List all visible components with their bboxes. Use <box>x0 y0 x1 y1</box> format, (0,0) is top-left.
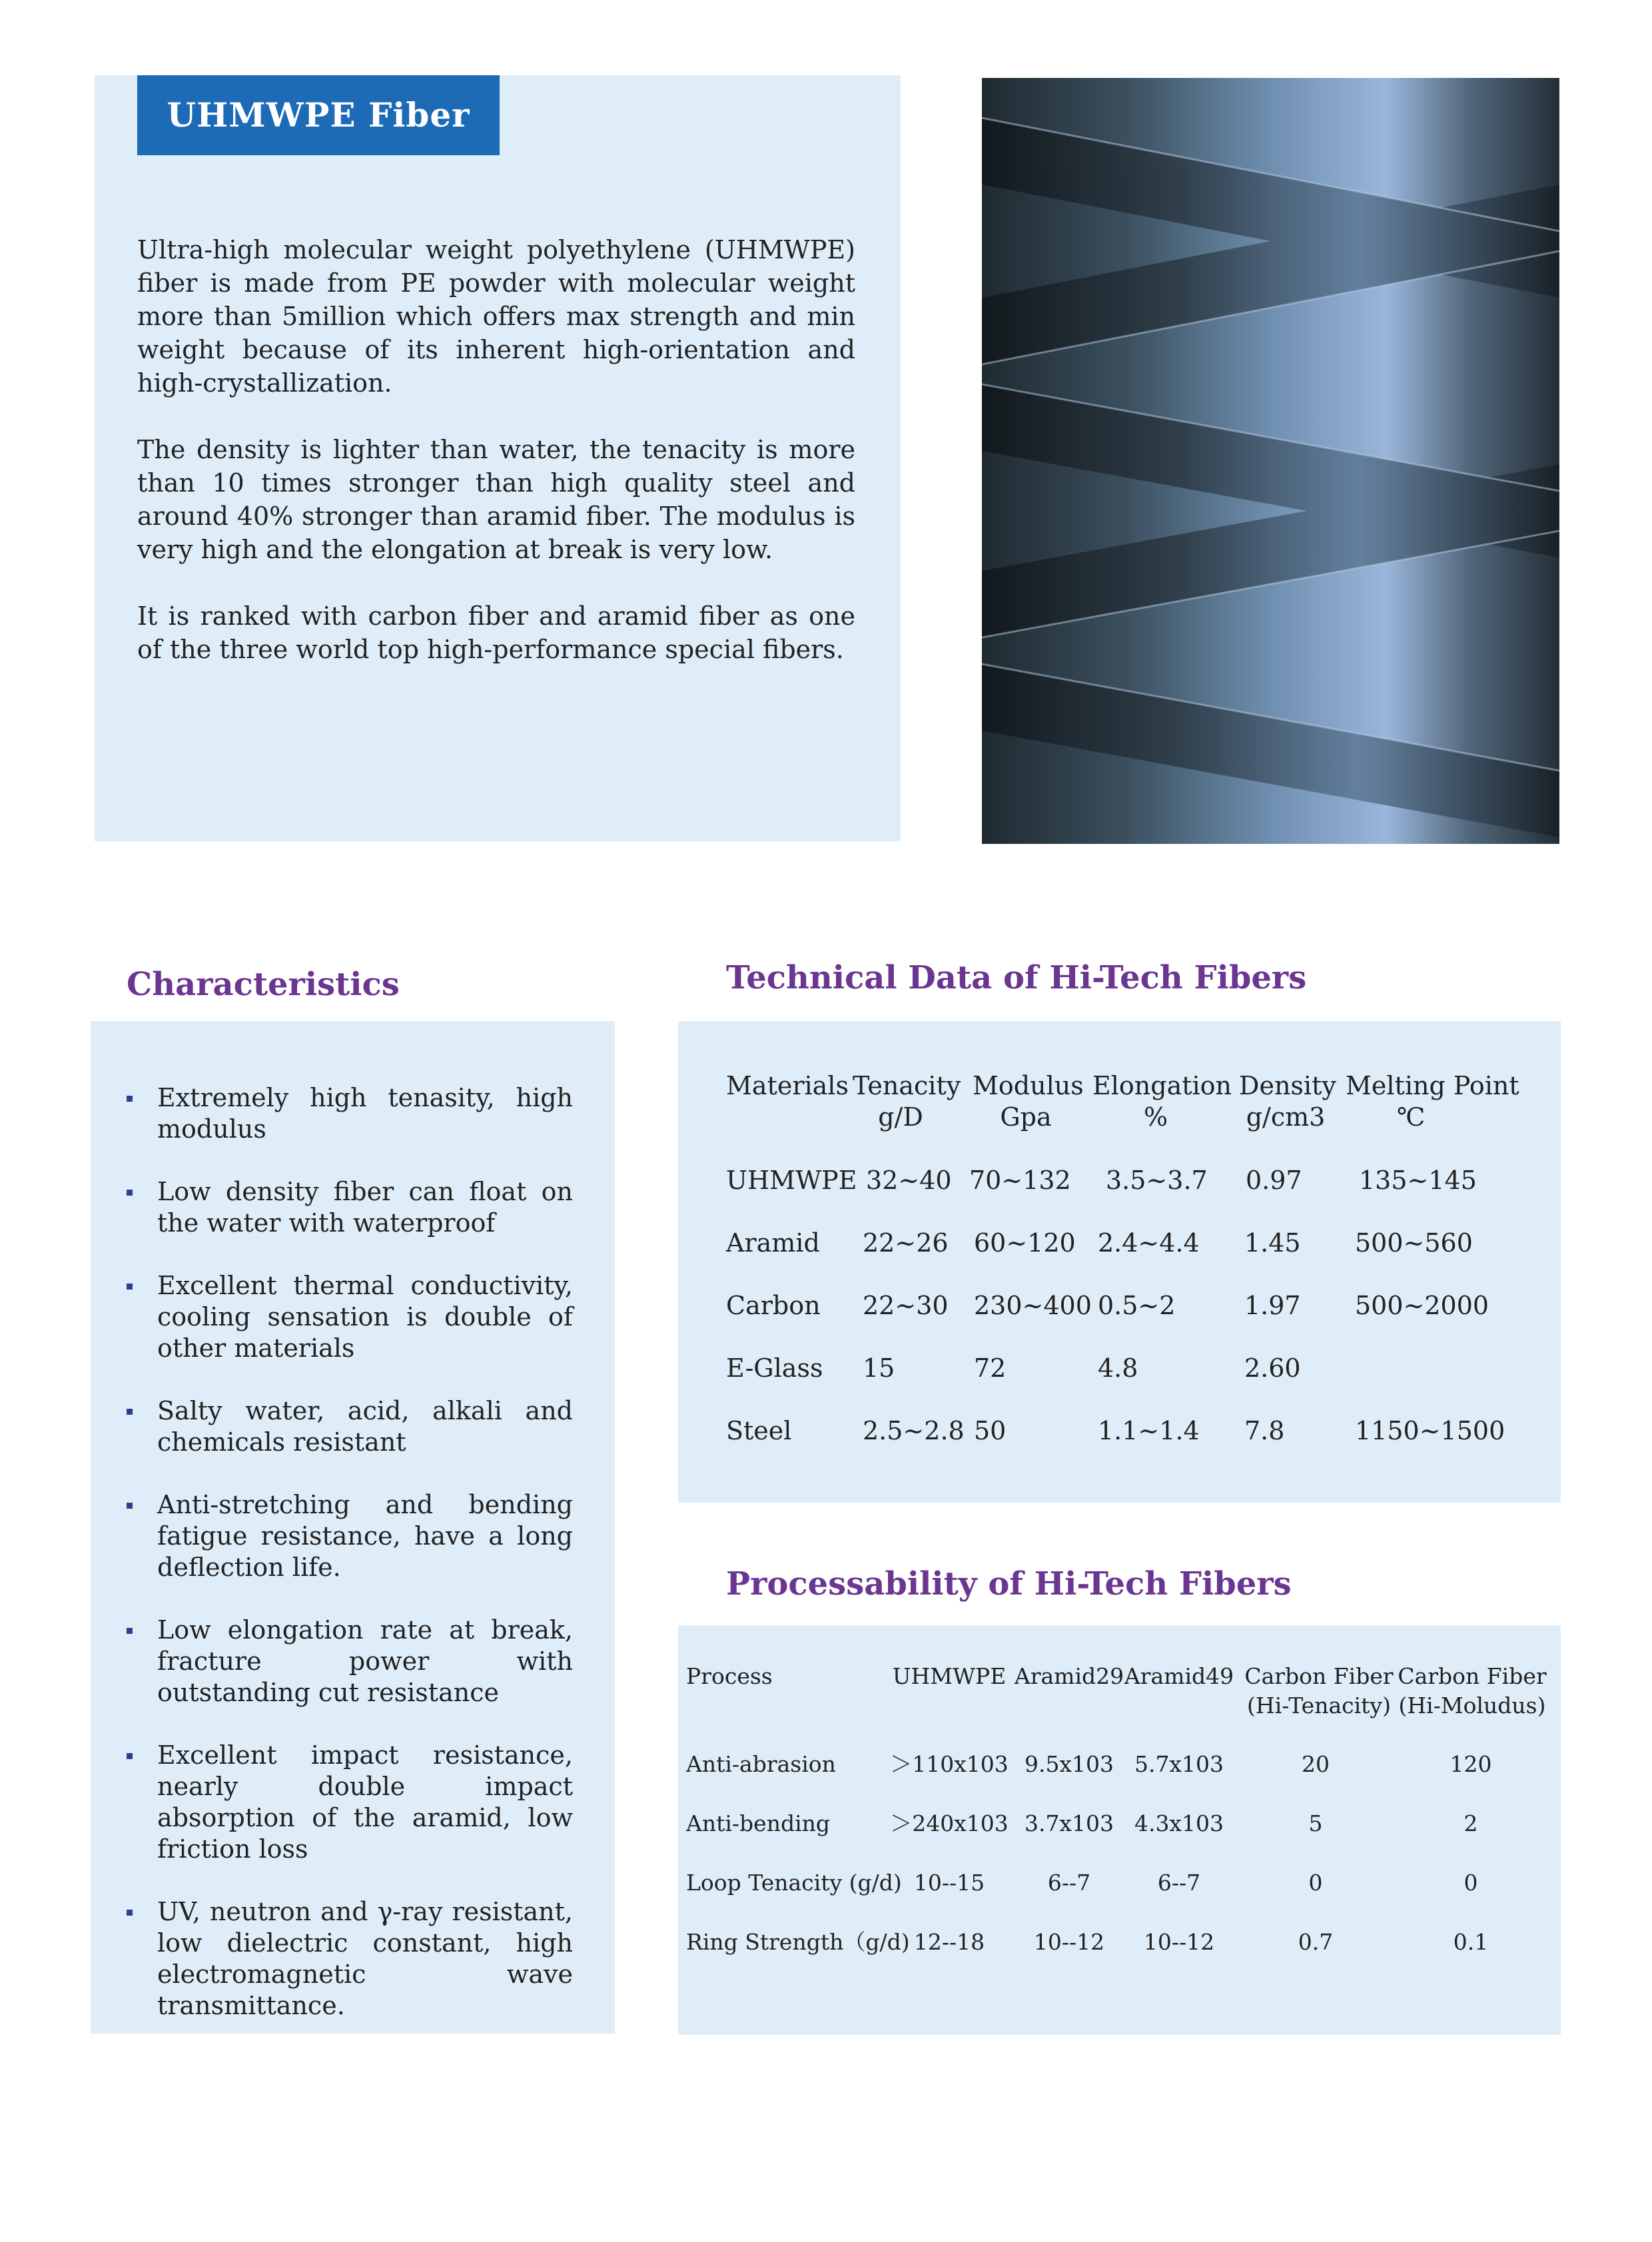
table-cell: 4.8 <box>1098 1353 1138 1383</box>
list-item <box>127 1176 573 1239</box>
table-header-unit: g/D <box>878 1102 923 1132</box>
table-header: Materials <box>726 1071 849 1100</box>
table-cell: 0 <box>1308 1870 1323 1896</box>
list-item-text: Extremely high tenasity, high modulus <box>157 1083 573 1144</box>
table-row-label: Anti-abrasion <box>686 1751 836 1777</box>
bullet-icon <box>127 1753 133 1759</box>
table-cell: 230~400 <box>974 1291 1092 1320</box>
list-item-text: Low elongation rate at break, fracture power with outstanding cut resistance <box>157 1615 573 1707</box>
table-cell: 0.5~2 <box>1098 1291 1176 1320</box>
table-cell: 6--7 <box>1047 1870 1091 1896</box>
bullet-icon <box>127 1409 133 1415</box>
table-cell: 15 <box>863 1353 895 1383</box>
table-cell: 1.97 <box>1244 1291 1301 1320</box>
table-header: Elongation <box>1092 1071 1232 1100</box>
list-item-text: Excellent thermal conductivity, cooling sensation is double of other materials <box>157 1271 573 1363</box>
table-row-label: Ring Strength（g/d) <box>686 1929 910 1955</box>
list-item-text: Excellent impact resistance, nearly double impact absorption of the aramid, low friction loss <box>157 1740 573 1864</box>
bullet-icon <box>127 1503 133 1509</box>
table-cell: 1.1~1.4 <box>1098 1416 1200 1445</box>
processability-heading: Processability of Hi-Tech Fibers <box>726 1565 1292 1603</box>
table-header-unit: g/cm3 <box>1246 1102 1326 1132</box>
table-header: Aramid49 <box>1124 1663 1234 1689</box>
intro-text <box>137 233 855 699</box>
intro-paragraph: It is ranked with carbon fiber and aramid fiber as one of the three world top high-performance special fibers. <box>137 601 855 664</box>
table-cell: 2.4~4.4 <box>1098 1228 1200 1258</box>
table-cell: 5.7x103 <box>1134 1751 1224 1777</box>
table-cell: 70~132 <box>969 1166 1071 1195</box>
table-cell: 10--12 <box>1143 1929 1215 1955</box>
bullet-icon <box>127 1628 133 1634</box>
table-row-label: Carbon <box>726 1291 821 1320</box>
table-header: Modulus <box>973 1071 1084 1100</box>
table-header: Melting Point <box>1346 1071 1519 1100</box>
list-item <box>127 1270 573 1364</box>
list-item-text: Low density fiber can float on the water with waterproof <box>157 1177 573 1238</box>
bullet-icon <box>127 1096 133 1102</box>
list-item-text: Salty water, acid, alkali and chemicals resistant <box>157 1396 573 1457</box>
table-header-unit: (Hi-Tenacity) <box>1247 1692 1391 1718</box>
list-item-text: UV, neutron and γ-ray resistant, low dielectric constant, high electromagnetic wave transmittance. <box>157 1897 573 2020</box>
characteristics-list <box>127 1082 573 2053</box>
table-cell: 72 <box>974 1353 1007 1383</box>
table-cell: 2.5~2.8 <box>863 1416 965 1445</box>
table-cell: 3.5~3.7 <box>1106 1166 1208 1195</box>
table-cell: 4.3x103 <box>1134 1810 1224 1836</box>
table-cell: 3.7x103 <box>1024 1810 1114 1836</box>
table-cell: ＞110x103 <box>890 1751 1009 1777</box>
table-header: UHMWPE <box>892 1663 1007 1689</box>
table-header-unit: % <box>1143 1102 1168 1132</box>
table-cell: 9.5x103 <box>1024 1751 1114 1777</box>
table-cell: 22~30 <box>863 1291 949 1320</box>
table-row-label: Loop Tenacity (g/d) <box>686 1870 902 1896</box>
table-cell: 7.8 <box>1244 1416 1285 1445</box>
table-cell: 12--18 <box>913 1929 985 1955</box>
table-cell: 0.97 <box>1246 1166 1302 1195</box>
table-cell: 500~2000 <box>1355 1291 1489 1320</box>
table-cell: 0.1 <box>1453 1929 1489 1955</box>
intro-paragraph: Ultra-high molecular weight polyethylene (UHMWPE) fiber is made from PE powder with molecular weight more than 5million which offers max strength and min weight because of its inherent high-orientation and high-crystallization. <box>137 235 855 398</box>
table-row-label: E-Glass <box>726 1353 823 1383</box>
table-header: Carbon Fiber <box>1244 1663 1394 1689</box>
table-cell: 500~560 <box>1355 1228 1473 1258</box>
table-cell: 22~26 <box>863 1228 949 1258</box>
bullet-icon <box>127 1284 133 1290</box>
list-item <box>127 1489 573 1583</box>
list-item <box>127 1740 573 1865</box>
list-item <box>127 1896 573 2022</box>
list-item-text: Anti-stretching and bending fatigue resistance, have a long deflection life. <box>157 1490 573 1582</box>
table-header: Carbon Fiber <box>1398 1663 1547 1689</box>
table-header: Density <box>1239 1071 1336 1100</box>
table-cell: 32~40 <box>866 1166 952 1195</box>
table-header: Process <box>686 1663 773 1689</box>
list-item <box>127 1615 573 1708</box>
list-item <box>127 1395 573 1458</box>
intro-paragraph: The density is lighter than water, the tenacity is more than 10 times stronger than high quality steel and around 40% stronger than aramid fiber. The modulus is very high and the elongation at break is very low. <box>137 435 855 564</box>
table-cell: 20 <box>1302 1751 1330 1777</box>
table-cell: 120 <box>1449 1751 1492 1777</box>
table-row-label: Anti-bending <box>686 1810 831 1836</box>
table-cell: ＞240x103 <box>890 1810 1009 1836</box>
table-cell: 10--12 <box>1033 1929 1105 1955</box>
table-header-unit: (Hi-Moludus) <box>1398 1692 1546 1718</box>
fiber-spool-photo <box>982 78 1559 844</box>
table-cell: 6--7 <box>1157 1870 1201 1896</box>
page-title: UHMWPE Fiber <box>137 75 500 155</box>
table-cell: 0.7 <box>1298 1929 1334 1955</box>
table-cell: 2.60 <box>1244 1353 1301 1383</box>
bullet-icon <box>127 1910 133 1916</box>
table-cell: 135~145 <box>1359 1166 1477 1195</box>
table-cell: 0 <box>1463 1870 1478 1896</box>
bullet-icon <box>127 1190 133 1196</box>
table-cell: 50 <box>974 1416 1007 1445</box>
table-header: Aramid29 <box>1014 1663 1124 1689</box>
table-row-label: Aramid <box>726 1228 820 1258</box>
table-row-label: Steel <box>726 1416 792 1445</box>
table-cell: 1.45 <box>1244 1228 1301 1258</box>
table-cell: 10--15 <box>913 1870 985 1896</box>
table-header: Tenacity <box>853 1071 961 1100</box>
table-cell: 1150~1500 <box>1355 1416 1505 1445</box>
technical-data-heading: Technical Data of Hi-Tech Fibers <box>726 959 1307 996</box>
list-item <box>127 1082 573 1145</box>
characteristics-heading: Characteristics <box>127 966 400 1003</box>
table-cell: 2 <box>1463 1810 1478 1836</box>
table-cell: 5 <box>1308 1810 1323 1836</box>
table-header-unit: ℃ <box>1396 1102 1426 1132</box>
table-header-unit: Gpa <box>1000 1102 1052 1132</box>
table-cell: 60~120 <box>974 1228 1076 1258</box>
table-row-label: UHMWPE <box>726 1166 857 1195</box>
